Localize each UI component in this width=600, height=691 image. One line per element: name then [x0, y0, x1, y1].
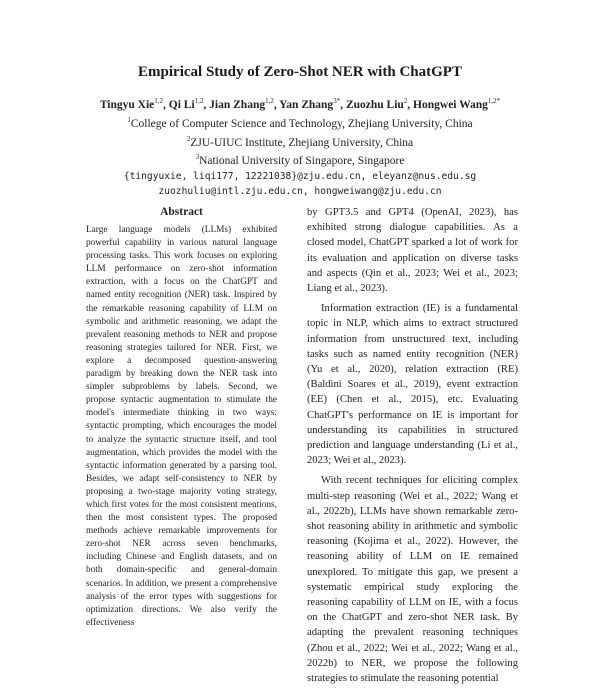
- affiliation: [0, 150, 600, 169]
- body-paragraph: Information extraction (IE) is a fundamental topic in NLP, which aims to extract structured information from unstructured text, including tasks such as named entity recognition (NER) (Yu et al., 2020), relation extraction (RE) (Baldini Soares et al., 2019), event extraction (EE) (Chen et al., 2015), etc. Evaluating ChatGPT's performance on IE is important for understanding its capabilities in structured prediction and language understanding (Li et al., 2023; Wei et al., 2023).: [307, 303, 518, 467]
- affiliation-sup: 2: [186, 134, 191, 143]
- author-sup: 3*: [333, 97, 341, 105]
- affiliation: [0, 113, 600, 132]
- author-name: Hongwei Wang: [413, 98, 488, 111]
- affiliation-sup: 1: [127, 115, 131, 124]
- affiliation-text: College of Computer Science and Technology, Zhejiang University, China: [130, 117, 473, 130]
- abstract-column: [86, 206, 277, 630]
- affiliation-text: ZJU-UIUC Institute, Zhejiang University, China: [190, 136, 414, 149]
- author-sup: 1,2: [265, 97, 274, 105]
- author-sup: 1,2*: [487, 97, 501, 105]
- body-paragraph: With recent techniques for eliciting complex multi-step reasoning (Wei et al., 2022; Wang et al., 2022b), LLMs have shown remarkable zero-shot reasoning ability in arithmetic and symbolic reasoning (Kojima et al., 2022). However, the reasoning ability of LLM on IE remained unexplored. To mitigate this gap, we present a systematic empirical study exploring the reasoning capability of LLM on IE, with a focus on the ChatGPT and zero-shot NER task. By adapting the prevalent reasoning techniques (Zhou et al., 2022; Wei et al., 2022; Wang et al., 2022b) to NER, we propose the following strategies to stimulate the reasoning potential: [307, 475, 518, 685]
- author-sup: 2: [403, 97, 408, 105]
- affiliation-text: National University of Singapore, Singapore: [199, 155, 405, 168]
- body-column: [307, 205, 518, 691]
- body-paragraph: by GPT3.5 and GPT4 (OpenAI, 2023), has exhibited strong dialogue capabilities. As a closed model, ChatGPT sparked a lot of work for its evaluation and application on diverse tasks and aspects (Qin et al., 2023; Wei et al., 2023; Liang et al., 2023).: [307, 207, 518, 295]
- author-name: Jian Zhang: [209, 98, 266, 111]
- author-name: Yan Zhang: [279, 98, 334, 111]
- email-line: zuozhuliu@intl.zju.edu.cn, hongweiwang@zju.edu.cn: [158, 186, 442, 198]
- paper-title: Empirical Study of Zero-Shot NER with ChatGPT: [138, 64, 462, 80]
- author-name: Tingyu Xie: [99, 98, 155, 111]
- abstract-text: Large language models (LLMs) exhibited powerful capability in various natural language processing tasks. This work focuses on exploring LLM performance on zero-shot information extraction, with a focus on the ChatGPT and named entity recognition (NER) task. Inspired by the remarkable reasoning capability of LLM on symbolic and arithmetic reasoning, we adapt the prevalent reasoning methods to NER and propose reasoning strategies tailored for NER. First, we explore a decomposed question-answering paradigm by breaking down the NER task into simpler subproblems by labels. Second, we propose syntactic augmentation to stimulate the model's intermediate thinking in two ways: syntactic prompting, which encourages the model to analyze the syntactic structure itself, and tool augmentation, which provides the model with the syntactic information generated by a parsing tool. Besides, we adapt self-consistency to NER by proposing a two-stage majority voting strategy, which first votes for the most consistent mentions, then the most consistent types. The proposed methods achieve remarkable improvements for zero-shot NER across seven benchmarks, including Chinese and English datasets, and on both domain-specific and general-domain scenarios. In addition, we present a comprehensive analysis of the error types with suggestions for optimization directions. We also verify the effectiveness: [86, 225, 277, 628]
- affiliation: [0, 132, 600, 151]
- abstract-heading: Abstract: [160, 206, 203, 218]
- author-block: [0, 94, 600, 199]
- affiliation-sup: 3: [195, 153, 200, 162]
- email-line: {tingyuxie, liqi177, 12221038}@zju.edu.cn, eleyanz@nus.edu.sg: [123, 171, 477, 183]
- author-sup: 1,2: [194, 97, 204, 105]
- author-sup: 1,2: [154, 97, 164, 105]
- author-name: Zuozhu Liu: [345, 98, 404, 111]
- author-list: Tingyu Xie$^{1,2}$, Qi Li$^{1,2}$, Jian Zhang$^{1,2}$, Yan Zhang$^{3*}$, Zuozhu Liu$^2$, Hongwei Wang$^{1,2*}$: [99, 97, 501, 111]
- author-name: Qi Li: [168, 98, 195, 111]
